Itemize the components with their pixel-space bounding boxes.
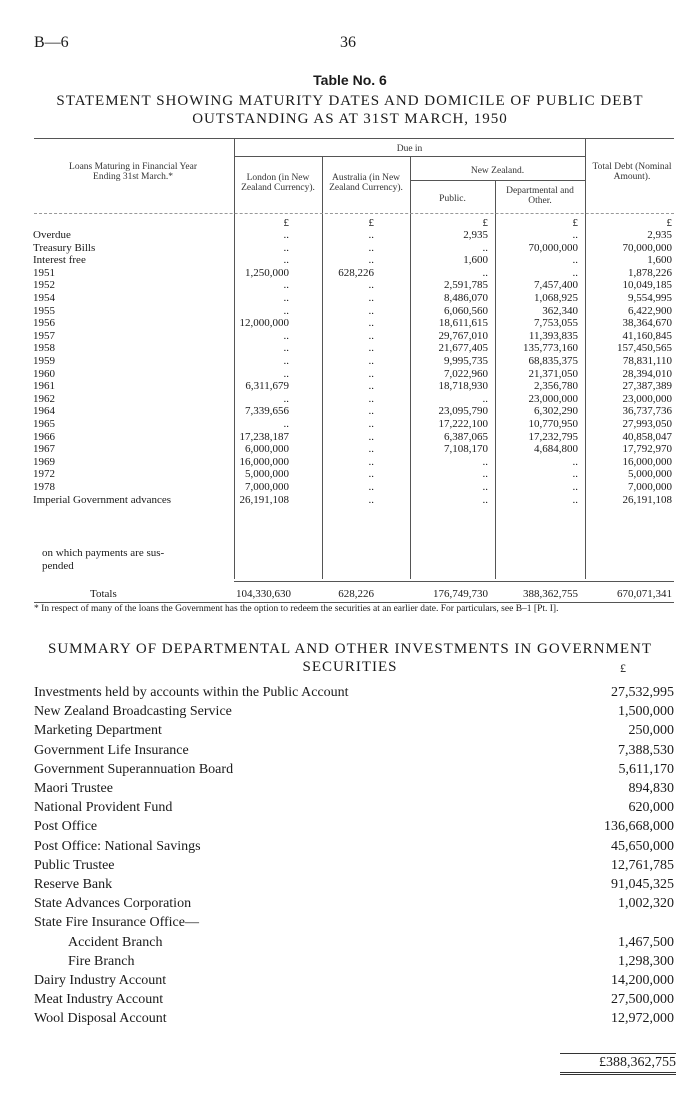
summary-label: Reserve Bank: [34, 877, 113, 892]
row-label: 1967: [33, 443, 55, 455]
cell-australia: 628,226: [338, 267, 374, 279]
row-label: 1969: [33, 456, 55, 468]
col-header-australia: Australia (in New Zealand Currency).: [329, 173, 403, 193]
col-header-loans: Loans Maturing in Financial Year Ending 31st March.*: [69, 162, 197, 182]
summary-label: Post Office: [34, 819, 98, 834]
col-header-new-zealand: New Zealand.: [470, 166, 525, 176]
header-bottom-rule: [34, 213, 674, 214]
cell-public: 18,718,930: [438, 380, 488, 392]
cell-departmental: 68,835,375: [528, 355, 578, 367]
cell-public: 2,935: [463, 229, 488, 241]
table-row: [0, 380, 700, 392]
cell-london: ..: [283, 368, 289, 380]
cell-public: ..: [482, 456, 488, 468]
cell-public: 8,486,070: [444, 292, 488, 304]
row-label: 1964: [33, 405, 55, 417]
cell-departmental: 135,773,160: [523, 342, 578, 354]
cell-total: 16,000,000: [622, 456, 672, 468]
cell-london: 5,000,000: [245, 468, 289, 480]
totals-london: 104,330,630: [236, 588, 291, 600]
col-header-public: Public.: [439, 194, 466, 204]
row-label: 1956: [33, 317, 55, 329]
summary-label: Maori Trustee: [34, 781, 113, 796]
table-top-rule: [34, 138, 674, 139]
cell-australia: ..: [368, 292, 374, 304]
cell-australia: ..: [368, 305, 374, 317]
summary-row: [0, 858, 700, 874]
table-row: [0, 393, 700, 405]
totals-row: [0, 587, 700, 601]
cell-departmental: 1,068,925: [534, 292, 578, 304]
table-row: [0, 355, 700, 367]
cell-departmental: ..: [572, 456, 578, 468]
cell-public: ..: [482, 468, 488, 480]
summary-label: Investments held by accounts within the Public Account: [34, 685, 349, 700]
summary-row: [0, 877, 700, 893]
summary-row: [0, 839, 700, 855]
summary-row: [0, 973, 700, 989]
summary-label: Meat Industry Account: [34, 992, 164, 1007]
table-row: [0, 431, 700, 443]
cell-london: ..: [283, 393, 289, 405]
summary-label: National Provident Fund: [34, 800, 173, 815]
table-row: [0, 405, 700, 417]
cell-total: 10,049,185: [622, 279, 672, 291]
summary-row: [0, 800, 700, 816]
cell-total: 27,387,389: [622, 380, 672, 392]
summary-label: Fire Branch: [68, 954, 135, 969]
cell-australia: ..: [368, 380, 374, 392]
cell-london: ..: [283, 305, 289, 317]
summary-amount: 5,611,170: [618, 762, 674, 777]
summary-row: [0, 685, 700, 701]
col-header-total: Total Debt (Nominal Amount).: [592, 162, 672, 182]
summary-row: [0, 781, 700, 797]
cell-total: 6,422,900: [628, 305, 672, 317]
cell-departmental: ..: [572, 468, 578, 480]
cell-public: 1,600: [463, 254, 488, 266]
table-bottom-rule: [34, 602, 674, 603]
cell-departmental: 21,371,050: [528, 368, 578, 380]
cell-london: ..: [283, 418, 289, 430]
col-header-departmental: Departmental and Other.: [506, 186, 574, 206]
cell-total: 7,000,000: [628, 481, 672, 493]
cell-total: 17,792,970: [622, 443, 672, 455]
summary-row: [0, 915, 700, 931]
summary-row: [0, 954, 700, 970]
table-row: [0, 342, 700, 354]
summary-label: Accident Branch: [68, 935, 163, 950]
summary-row: [0, 743, 700, 759]
cell-public: 7,022,960: [444, 368, 488, 380]
cell-london: ..: [283, 279, 289, 291]
col-header-due-in: Due in: [396, 144, 423, 154]
summary-row: [0, 935, 700, 951]
cell-london: ..: [283, 229, 289, 241]
cell-london: 6,311,679: [245, 380, 289, 392]
cell-total: 5,000,000: [628, 468, 672, 480]
cell-australia: ..: [368, 254, 374, 266]
table-row: [0, 279, 700, 291]
cell-total: 2,935: [647, 229, 672, 241]
row-label: 1965: [33, 418, 55, 430]
summary-amount: 250,000: [628, 723, 674, 738]
summary-label: Marketing Department: [34, 723, 162, 738]
row-label: 1959: [33, 355, 55, 367]
table-row: [0, 481, 700, 493]
cell-public: 18,611,615: [438, 317, 488, 329]
cell-public: 2,591,785: [444, 279, 488, 291]
table-row: [0, 330, 700, 342]
currency-symbol: £: [572, 217, 578, 229]
cell-departmental: 362,340: [542, 305, 578, 317]
table-row: [0, 317, 700, 329]
row-label: Overdue: [33, 229, 71, 241]
cell-london: ..: [283, 342, 289, 354]
cell-public: 7,108,170: [444, 443, 488, 455]
summary-row: [0, 762, 700, 778]
cell-departmental: 7,457,400: [534, 279, 578, 291]
cell-public: 23,095,790: [438, 405, 488, 417]
table-row: [0, 368, 700, 380]
cell-departmental: ..: [572, 267, 578, 279]
table-heading: STATEMENT SHOWING MATURITY DATES AND DOMICILE OF PUBLIC DEBT OUTSTANDING AS AT 31ST MARCH, 1950: [56, 93, 644, 127]
row-label: 1958: [33, 342, 55, 354]
cell-public: ..: [482, 393, 488, 405]
summary-label: Dairy Industry Account: [34, 973, 167, 988]
totals-label: Totals: [90, 588, 117, 600]
summary-amount: 45,650,000: [611, 839, 674, 854]
summary-label: Wool Disposal Account: [34, 1011, 167, 1026]
col-header-london: London (in New Zealand Currency).: [241, 173, 315, 193]
row-label: Imperial Government advances: [33, 494, 172, 506]
row-label: 1978: [33, 481, 55, 493]
cell-total: 23,000,000: [622, 393, 672, 405]
cell-total: 27,993,050: [622, 418, 672, 430]
cell-departmental: 6,302,290: [534, 405, 578, 417]
table-row: [0, 267, 700, 279]
summary-row: [0, 992, 700, 1008]
summary-amount: 1,298,300: [618, 954, 674, 969]
totals-departmental: 388,362,755: [523, 588, 578, 600]
cell-australia: ..: [368, 418, 374, 430]
cell-public: 6,060,560: [444, 305, 488, 317]
cell-london: 16,000,000: [239, 456, 289, 468]
cell-australia: ..: [368, 494, 374, 506]
row-label: Interest free: [33, 254, 86, 266]
imperial-continuation: on which payments are sus-: [42, 547, 165, 559]
cell-departmental: ..: [572, 229, 578, 241]
cell-london: 7,339,656: [245, 405, 289, 417]
table-row: [0, 305, 700, 317]
summary-row: [0, 819, 700, 835]
cell-departmental: 70,000,000: [528, 242, 578, 254]
cell-australia: ..: [368, 431, 374, 443]
table-row: [0, 242, 700, 254]
cell-public: ..: [482, 494, 488, 506]
row-label: 1952: [33, 279, 55, 291]
cell-london: 17,238,187: [239, 431, 289, 443]
row-label: 1966: [33, 431, 55, 443]
summary-amount: 1,002,320: [618, 896, 674, 911]
cell-london: ..: [283, 355, 289, 367]
cell-total: 40,858,047: [622, 431, 672, 443]
cell-departmental: 17,232,795: [528, 431, 578, 443]
cell-london: ..: [283, 254, 289, 266]
row-label: 1961: [33, 380, 55, 392]
table-row: [0, 418, 700, 430]
cell-public: ..: [482, 481, 488, 493]
table-row: [0, 254, 700, 266]
cell-public: 9,995,735: [444, 355, 488, 367]
summary-amount: 12,972,000: [611, 1011, 674, 1026]
summary-amount: 620,000: [628, 800, 674, 815]
summary-label: Government Superannuation Board: [34, 762, 234, 777]
cell-australia: ..: [368, 456, 374, 468]
cell-london: ..: [283, 292, 289, 304]
summary-amount: 7,388,530: [618, 743, 674, 758]
summary-amount: 1,500,000: [618, 704, 674, 719]
cell-departmental: 23,000,000: [528, 393, 578, 405]
summary-total: £388,362,755: [560, 1053, 676, 1075]
cell-australia: ..: [368, 393, 374, 405]
totals-australia: 628,226: [338, 588, 374, 600]
summary-currency: £: [620, 661, 626, 675]
cell-australia: ..: [368, 229, 374, 241]
report-code: B—6: [34, 34, 69, 51]
cell-australia: ..: [368, 468, 374, 480]
currency-symbol: £: [368, 217, 374, 229]
summary-amount: 27,500,000: [611, 992, 674, 1007]
totals-rule: [234, 581, 674, 582]
cell-australia: ..: [368, 317, 374, 329]
row-label: 1960: [33, 368, 55, 380]
currency-row: [0, 217, 700, 229]
cell-total: 157,450,565: [617, 342, 672, 354]
currency-symbol: £: [283, 217, 289, 229]
cell-public: 29,767,010: [438, 330, 488, 342]
currency-symbol: £: [482, 217, 488, 229]
cell-departmental: 4,684,800: [534, 443, 578, 455]
cell-australia: ..: [368, 368, 374, 380]
cell-total: 26,191,108: [622, 494, 672, 506]
summary-label: Government Life Insurance: [34, 743, 189, 758]
cell-total: 70,000,000: [622, 242, 672, 254]
cell-departmental: ..: [572, 494, 578, 506]
row-label: 1951: [33, 267, 55, 279]
summary-row: [0, 704, 700, 720]
currency-symbol: £: [666, 217, 672, 229]
imperial-continuation: pended: [42, 560, 74, 572]
cell-departmental: ..: [572, 481, 578, 493]
cell-london: 12,000,000: [239, 317, 289, 329]
cell-public: ..: [482, 267, 488, 279]
summary-heading: SUMMARY OF DEPARTMENTAL AND OTHER INVESTMENTS IN GOVERNMENT SECURITIES: [47, 641, 652, 675]
page-number: 36: [340, 34, 356, 51]
summary-amount: 12,761,785: [611, 858, 674, 873]
summary-label: State Advances Corporation: [34, 896, 192, 911]
row-label: 1957: [33, 330, 55, 342]
summary-amount: 27,532,995: [611, 685, 674, 700]
cell-departmental: 2,356,780: [534, 380, 578, 392]
cell-london: 6,000,000: [245, 443, 289, 455]
table-number: Table No. 6: [313, 72, 387, 88]
cell-total: 1,600: [647, 254, 672, 266]
cell-total: 38,364,670: [622, 317, 672, 329]
cell-total: 1,878,226: [628, 267, 672, 279]
summary-amount: 1,467,500: [618, 935, 674, 950]
table-row: [0, 468, 700, 480]
row-label: 1954: [33, 292, 55, 304]
summary-label: Post Office: National Savings: [34, 839, 201, 854]
due-in-rule: [234, 156, 585, 157]
cell-australia: ..: [368, 443, 374, 455]
summary-amount: 136,668,000: [604, 819, 674, 834]
cell-departmental: ..: [572, 254, 578, 266]
summary-amount: 14,200,000: [611, 973, 674, 988]
summary-row: [0, 1011, 700, 1027]
table-row: [0, 443, 700, 455]
cell-departmental: 10,770,950: [528, 418, 578, 430]
summary-label: New Zealand Broadcasting Service: [34, 704, 232, 719]
row-label: 1955: [33, 305, 55, 317]
cell-departmental: 7,753,055: [534, 317, 578, 329]
cell-total: 78,831,110: [622, 355, 672, 367]
cell-total: 41,160,845: [622, 330, 672, 342]
summary-label: State Fire Insurance Office—: [34, 915, 199, 930]
cell-australia: ..: [368, 355, 374, 367]
cell-australia: ..: [368, 405, 374, 417]
row-label: 1972: [33, 468, 55, 480]
summary-row: [0, 896, 700, 912]
cell-london: 1,250,000: [245, 267, 289, 279]
table-row: [0, 494, 700, 506]
cell-public: 6,387,065: [444, 431, 488, 443]
table-row: [0, 229, 700, 241]
summary-amount: 91,045,325: [611, 877, 674, 892]
cell-public: 21,677,405: [438, 342, 488, 354]
summary-amount: 894,830: [628, 781, 674, 796]
row-label: 1962: [33, 393, 55, 405]
cell-london: 26,191,108: [239, 494, 289, 506]
table-row: [0, 456, 700, 468]
cell-total: 36,737,736: [622, 405, 672, 417]
cell-australia: ..: [368, 279, 374, 291]
cell-australia: ..: [368, 481, 374, 493]
table-footnote: * In respect of many of the loans the Government has the option to redeem the securities at an earlier date. For particulars, see B–1 [Pt. I].: [34, 604, 559, 614]
row-label: Treasury Bills: [33, 242, 96, 254]
totals-public: 176,749,730: [433, 588, 488, 600]
cell-london: ..: [283, 330, 289, 342]
cell-australia: ..: [368, 242, 374, 254]
cell-public: ..: [482, 242, 488, 254]
cell-total: 28,394,010: [622, 368, 672, 380]
cell-total: 9,554,995: [628, 292, 672, 304]
cell-departmental: 11,393,835: [528, 330, 578, 342]
cell-london: 7,000,000: [245, 481, 289, 493]
cell-london: ..: [283, 242, 289, 254]
cell-australia: ..: [368, 330, 374, 342]
totals-total: 670,071,341: [617, 588, 672, 600]
table-row: [0, 292, 700, 304]
cell-australia: ..: [368, 342, 374, 354]
cell-public: 17,222,100: [438, 418, 488, 430]
summary-row: [0, 723, 700, 739]
summary-label: Public Trustee: [34, 858, 115, 873]
nz-rule: [410, 180, 585, 181]
